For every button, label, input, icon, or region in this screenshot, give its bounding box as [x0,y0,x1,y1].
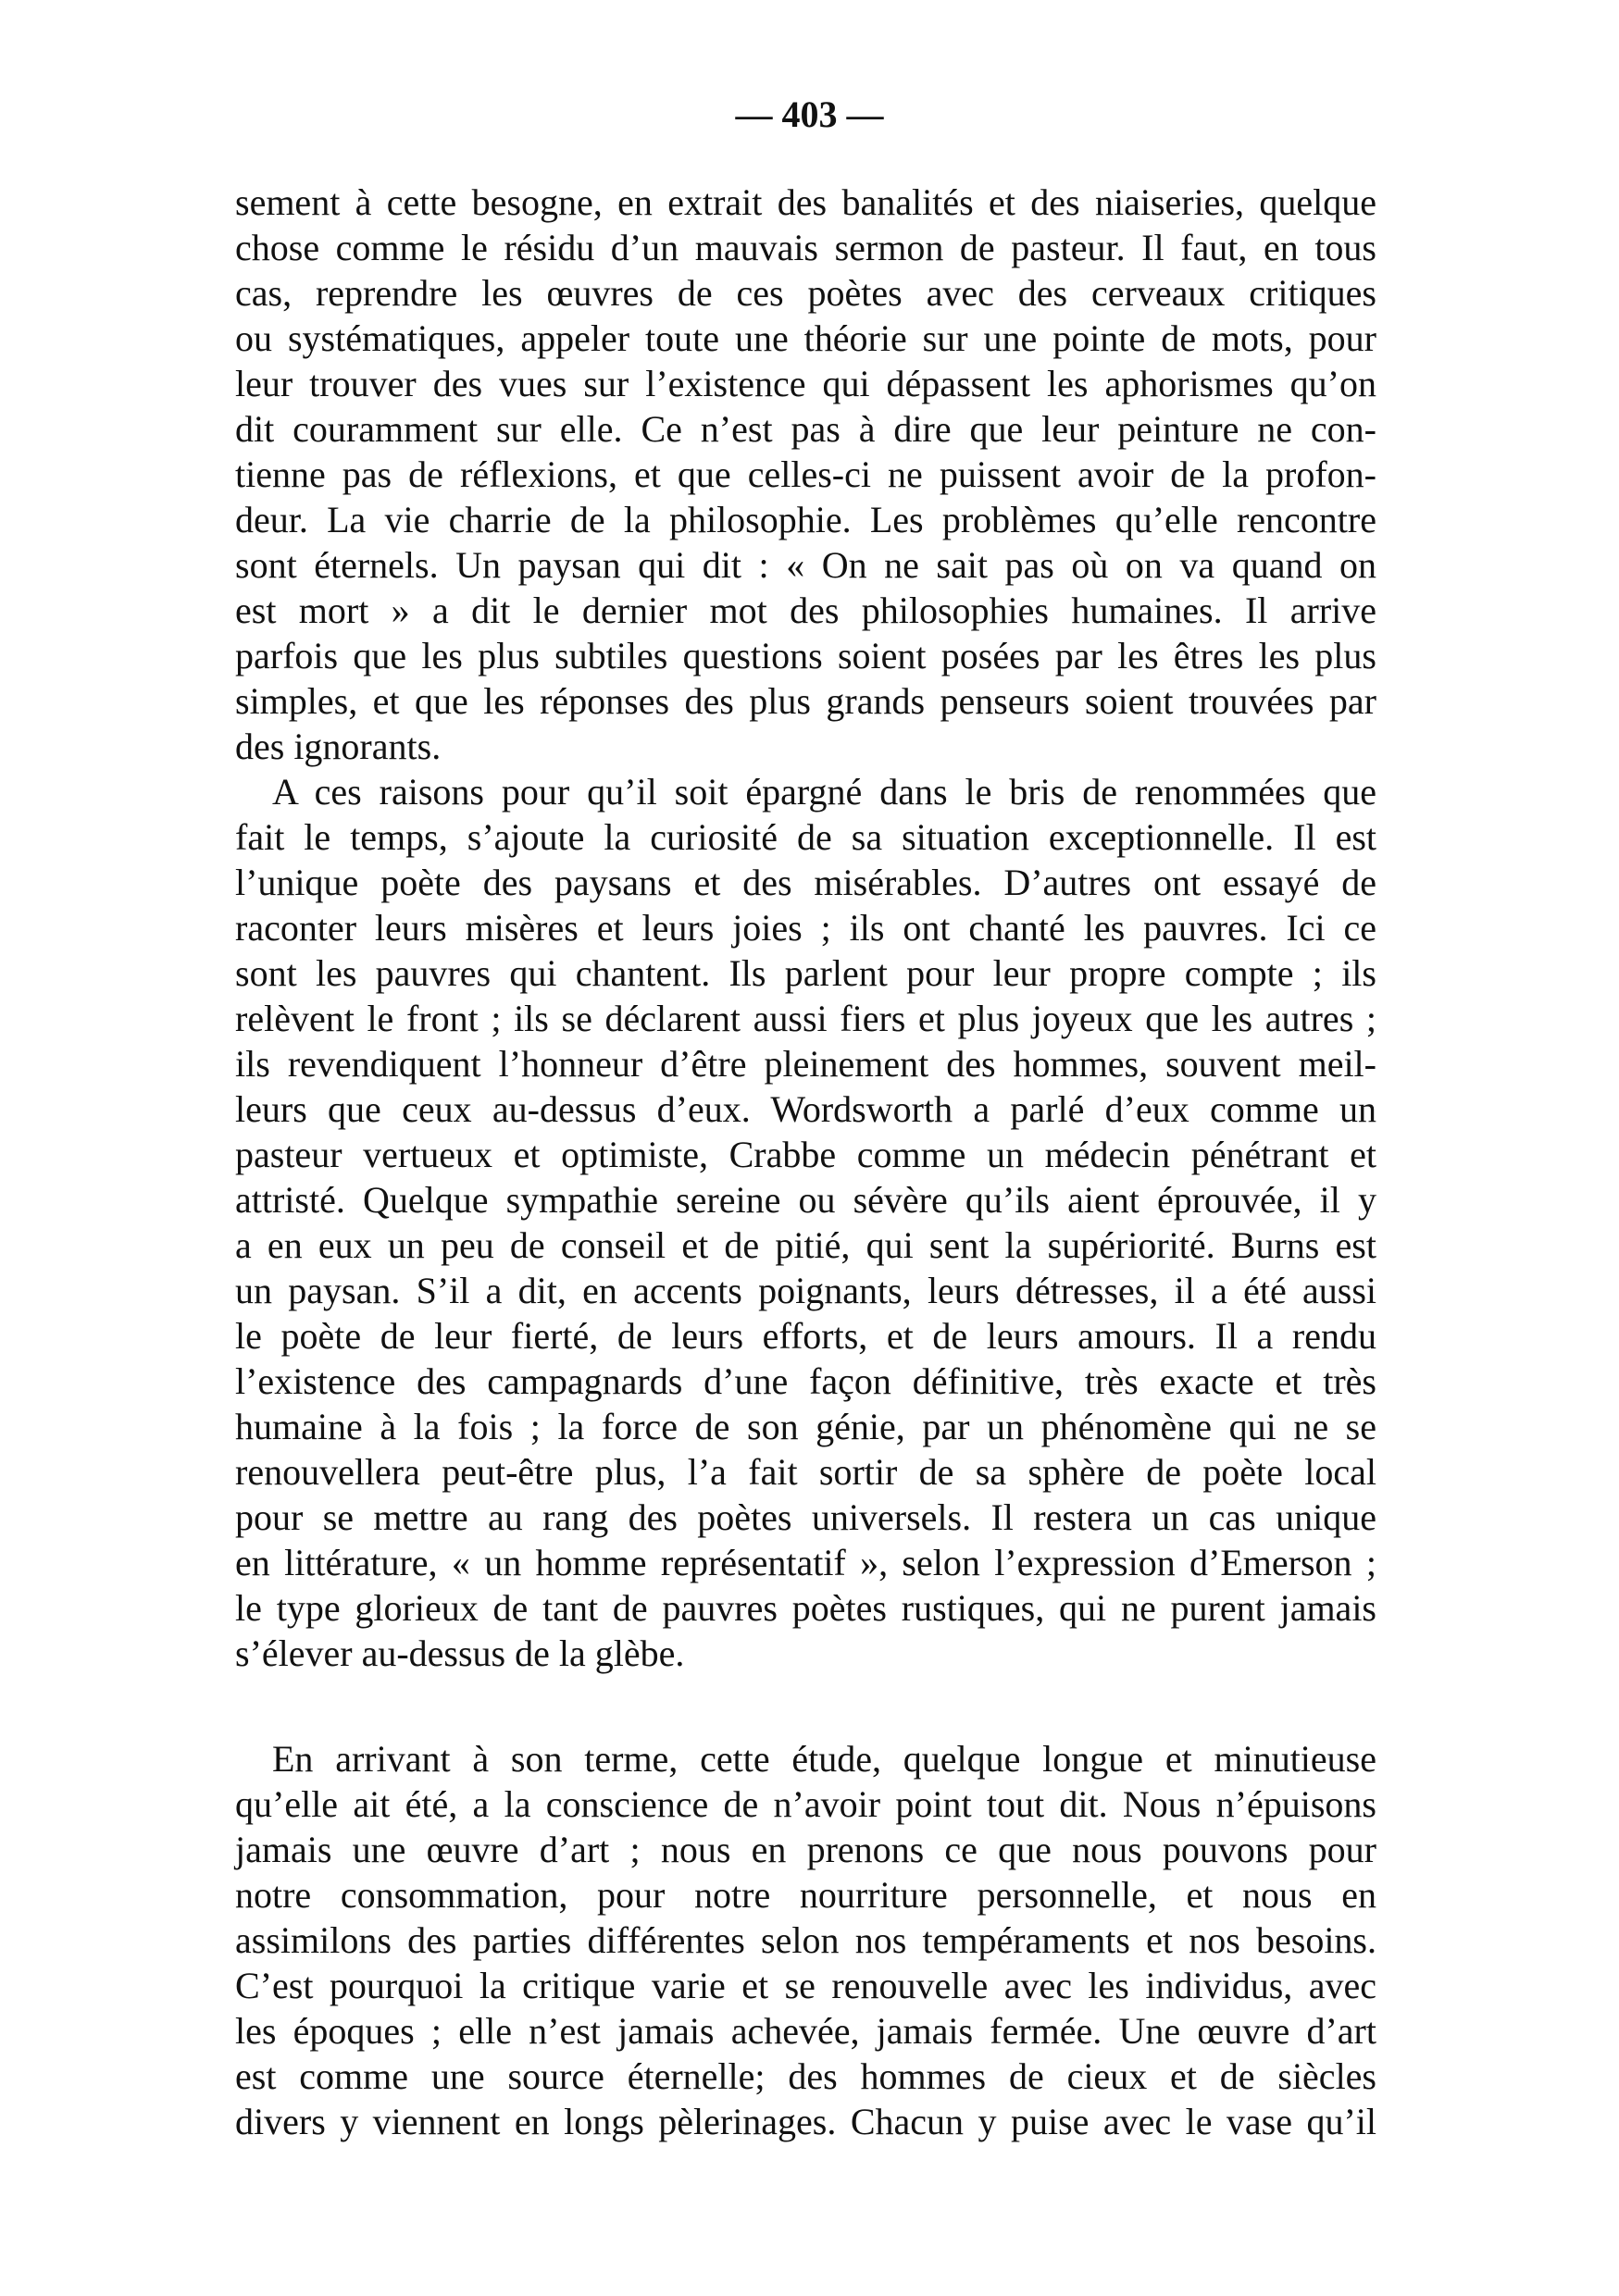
text-line: notre consommation, pour notre nourriture personnelle, et nous en [235,1874,1376,1916]
text-line: qu’elle ait été, a la conscience de n’avoir point tout dit. Nous n’épuisons [235,1783,1376,1825]
text-line: jamais une œuvre d’art ; nous en prenons ce que nous pouvons pour [235,1829,1376,1870]
text-line: cas, reprendre les œuvres de ces poètes avec des cerveaux critiques [235,272,1376,314]
paragraph-1 [235,180,1376,769]
text-line: raconter leurs misères et leurs joies ; ils ont chanté les pauvres. Ici ce [235,907,1376,949]
text-line: pasteur vertueux et optimiste, Crabbe comme un médecin pénétrant et [235,1134,1376,1175]
text-line: dit couramment sur elle. Ce n’est pas à dire que leur peinture ne con- [235,408,1376,450]
text-line: ils revendiquent l’honneur d’être pleinement des hommes, souvent meil- [235,1043,1376,1085]
text-line: est mort » a dit le dernier mot des philosophies humaines. Il arrive [235,590,1376,631]
text-line: relèvent le front ; ils se déclarent aussi fiers et plus joyeux que les autres ; [235,998,1376,1039]
text-line: En arrivant à son terme, cette étude, quelque longue et minutieuse [272,1738,1376,1780]
text-line: le poète de leur fierté, de leurs efforts, et de leurs amours. Il a rendu [235,1315,1376,1357]
text-line: deur. La vie charrie de la philosophie. Les problèmes qu’elle rencontre [235,499,1376,540]
text-line: assimilons des parties différentes selon nos tempéraments et nos besoins. [235,1919,1376,1961]
text-line: attristé. Quelque sympathie sereine ou sévère qu’ils aient éprouvée, il y [235,1179,1376,1221]
text-line: est comme une source éternelle; des hommes de cieux et de siècles [235,2055,1376,2097]
paragraph-3 [235,1736,1376,2144]
text-line: fait le temps, s’ajoute la curiosité de sa situation exceptionnelle. Il est [235,816,1376,858]
text-line: l’existence des campagnards d’une façon définitive, très exacte et très [235,1360,1376,1402]
text-line: renouvellera peut-être plus, l’a fait sortir de sa sphère de poète local [235,1451,1376,1493]
text-line: l’unique poète des paysans et des misérables. D’autres ont essayé de [235,862,1376,903]
text-line: ou systématiques, appeler toute une théorie sur une pointe de mots, pour [235,317,1376,359]
text-line: sont éternels. Un paysan qui dit : « On ne sait pas où on va quand on [235,544,1376,586]
text-line: un paysan. S’il a dit, en accents poignants, leurs détresses, il a été aussi [235,1270,1376,1311]
text-line: C’est pourquoi la critique varie et se renouvelle avec les individus, avec [235,1965,1376,2006]
text-line: A ces raisons pour qu’il soit épargné dans le bris de renommées que [272,771,1376,813]
body-text [235,180,1376,1676]
paragraph-2 [235,769,1376,1676]
text-line: des ignorants. [235,726,442,767]
text-line: a en eux un peu de conseil et de pitié, qui sent la supériorité. Burns est [235,1224,1376,1266]
text-line: s’élever au-dessus de la glèbe. [235,1632,685,1674]
text-line: sement à cette besogne, en extrait des banalités et des niaiseries, quelque [235,181,1376,223]
page-number: — 403 — [735,93,884,135]
text-line: pour se mettre au rang des poètes universels. Il restera un cas unique [235,1496,1376,1538]
text-line: leur trouver des vues sur l’existence qui dépassent les aphorismes qu’on [235,363,1376,404]
text-line: leurs que ceux au-dessus d’eux. Wordsworth a parlé d’eux comme un [235,1088,1376,1130]
text-line: divers y viennent en longs pèlerinages. Chacun y puise avec le vase qu’il [235,2101,1376,2142]
text-line: chose comme le résidu d’un mauvais sermon de pasteur. Il faut, en tous [235,227,1376,268]
text-line: les époques ; elle n’est jamais achevée, jamais fermée. Une œuvre d’art [235,2010,1376,2052]
text-line: simples, et que les réponses des plus grands penseurs soient trouvées par [235,680,1376,722]
text-line: humaine à la fois ; la force de son génie, par un phénomène qui ne se [235,1406,1376,1447]
text-line: le type glorieux de tant de pauvres poètes rustiques, qui ne purent jamais [235,1587,1376,1629]
text-line: sont les pauvres qui chantent. Ils parlent pour leur propre compte ; ils [235,952,1376,994]
body-text-section-2 [235,1736,1376,2144]
text-line: parfois que les plus subtiles questions soient posées par les êtres les plus [235,635,1376,676]
text-line: tienne pas de réflexions, et que celles-ci ne puissent avoir de la profon- [235,453,1376,495]
text-line: en littérature, « un homme représentatif », selon l’expression d’Emerson ; [235,1542,1376,1583]
